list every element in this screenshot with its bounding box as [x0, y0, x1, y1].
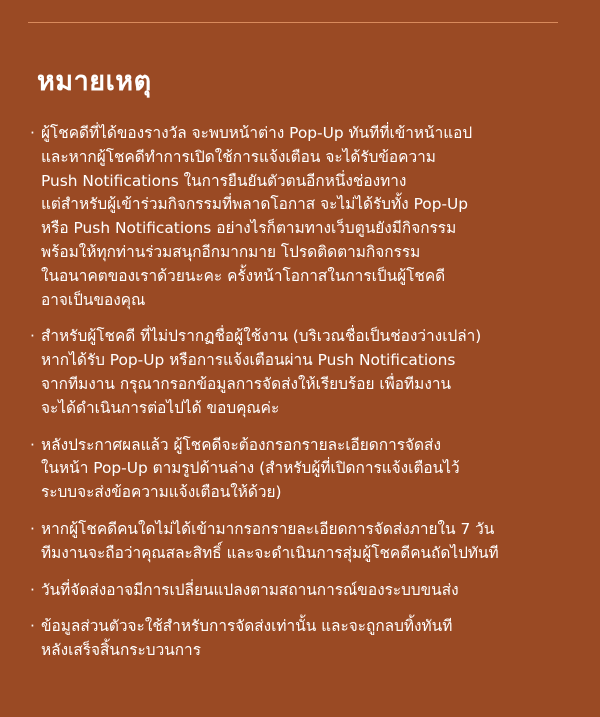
note-line: หรือ Push Notifications อย่างไรก็ตามทางเว็บตูนยังมีกิจกรรม	[41, 219, 457, 238]
bullet-icon: ·	[30, 617, 35, 636]
bullet-icon: ·	[30, 327, 35, 346]
note-line: ทีมงานจะถือว่าคุณสละสิทธิ์ และจะดำเนินการสุ่มผู้โชคดีคนถัดไปทันที	[41, 543, 499, 562]
note-line: ข้อมูลส่วนตัวจะใช้สำหรับการจัดส่งเท่านั้น และจะถูกลบทิ้งทันที	[41, 617, 453, 636]
note-line: Push Notifications ในการยืนยันตัวตนอีกหนึ่งช่องทาง	[41, 171, 407, 190]
note-item	[30, 434, 582, 505]
bullet-icon: ·	[30, 124, 35, 142]
top-divider	[28, 22, 558, 23]
note-line: ระบบจะส่งข้อความแจ้งเตือนให้ด้วย)	[41, 483, 282, 502]
note-item	[30, 122, 582, 312]
note-line: ในอนาคตของเราด้วยนะคะ ครั้งหน้าโอกาสในการเป็นผู้โชคดี	[41, 266, 446, 285]
note-line: และหากผู้โชคดีทำการเปิดใช้การแจ้งเตือน จะได้รับข้อความ	[41, 147, 436, 166]
note-item	[30, 615, 582, 663]
bullet-icon: ·	[30, 435, 35, 454]
note-line: วันที่จัดส่งอาจมีการเปลี่ยนแปลงตามสถานการณ์ของระบบขนส่ง	[41, 580, 459, 599]
note-line: ผู้โชคดีที่ได้ของรางวัล จะพบหน้าต่าง Pop-Up ทันทีที่เข้าหน้าแอป	[41, 124, 473, 142]
note-line: สำหรับผู้โชคดี ที่ไม่ปรากฏชื่อผู้ใช้งาน (บริเวณชื่อเป็นช่องว่างเปล่า)	[41, 327, 482, 346]
note-line: จะได้ดำเนินการต่อไปได้ ขอบคุณค่ะ	[41, 398, 280, 417]
note-item	[30, 325, 582, 420]
note-line: หากผู้โชคดีคนใดไม่ได้เข้ามากรอกรายละเอียดการจัดส่งภายใน 7 วัน	[41, 519, 495, 538]
note-line: ในหน้า Pop-Up ตามรูปด้านล่าง (สำหรับผู้ที่เปิดการแจ้งเตือนไว้	[41, 459, 460, 478]
note-line: หลังเสร็จสิ้นกระบวนการ	[41, 641, 201, 660]
note-item	[30, 518, 582, 566]
notes-list	[30, 122, 582, 676]
note-line: หากได้รับ Pop-Up หรือการแจ้งเตือนผ่าน Push Notifications	[41, 351, 456, 370]
notes-title: หมายเหตุ	[37, 66, 152, 97]
note-line: หลังประกาศผลแล้ว ผู้โชคดีจะต้องกรอกรายละเอียดการจัดส่ง	[41, 435, 441, 454]
note-line: แต่สำหรับผู้เข้าร่วมกิจกรรมที่พลาดโอกาส จะไม่ได้รับทั้ง Pop-Up	[41, 195, 469, 214]
bullet-icon: ·	[30, 580, 35, 599]
note-line: อาจเป็นของคุณ	[41, 290, 146, 309]
note-item	[30, 579, 582, 603]
bullet-icon: ·	[30, 519, 35, 538]
note-line: พร้อมให้ทุกท่านร่วมสนุกอีกมากมาย โปรดติดตามกิจกรรม	[41, 242, 421, 261]
note-line: จากทีมงาน กรุณากรอกข้อมูลการจัดส่งให้เรียบร้อย เพื่อทีมงาน	[41, 374, 451, 393]
